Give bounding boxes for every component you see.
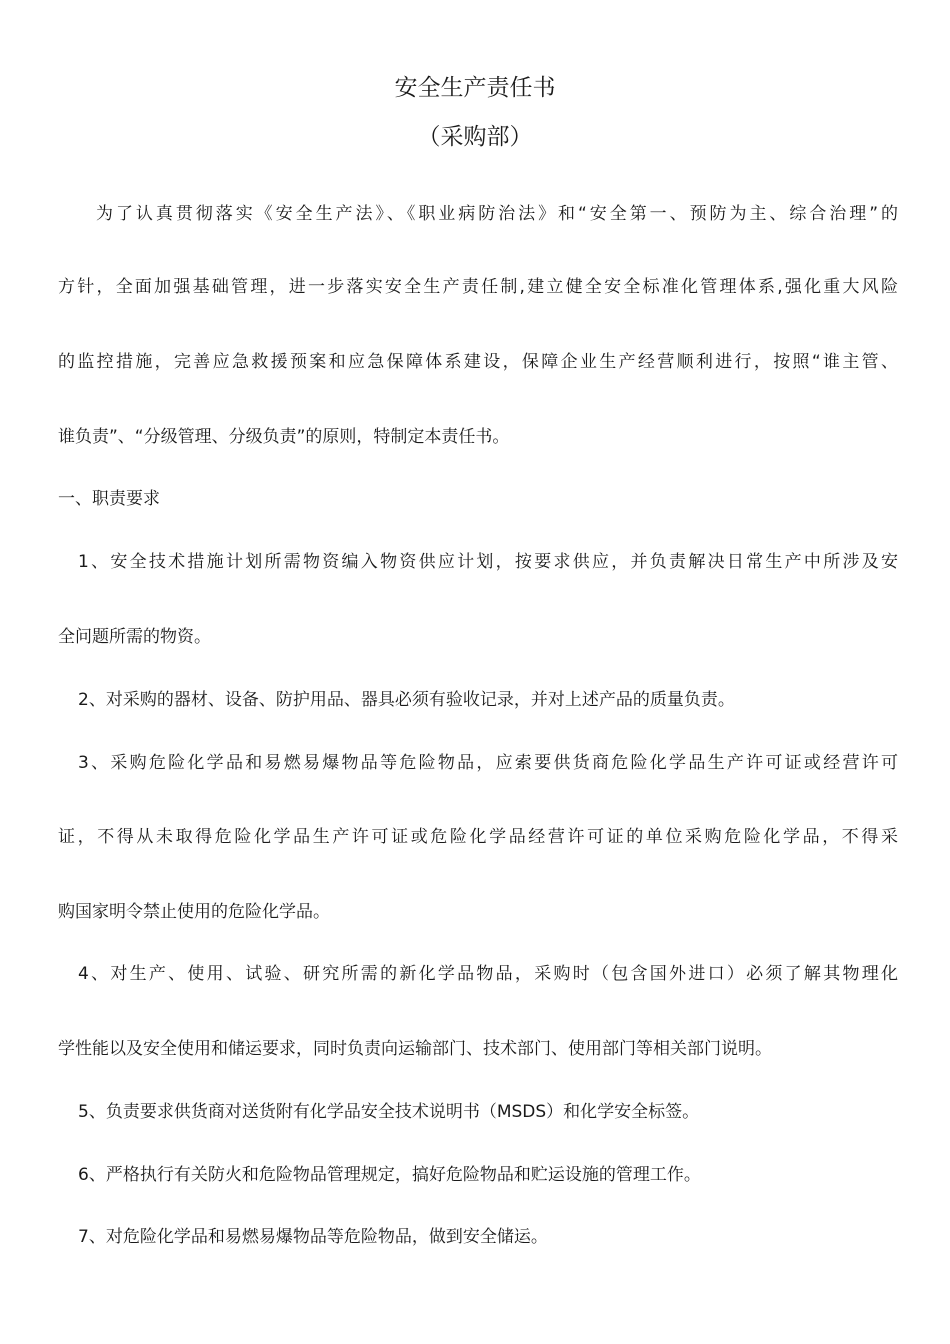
intro-line: 的监控措施，完善应急救援预案和应急保障体系建设，保障企业生产经营顺利进行，按照“谁主管、 <box>58 352 898 372</box>
list-item-line: 4、对生产、使用、试验、研究所需的新化学品物品，采购时（包含国外进口）必须了解其物理化 <box>78 964 898 984</box>
list-item-line: 5、负责要求供货商对送货附有化学品安全技术说明书（MSDS）和化学安全标签。 <box>78 1102 700 1122</box>
section-heading: 一、职责要求 <box>58 489 160 509</box>
list-item-line: 1、安全技术措施计划所需物资编入物资供应计划，按要求供应，并负责解决日常生产中所涉及安 <box>78 552 898 572</box>
list-item-line: 购国家明令禁止使用的危险化学品。 <box>58 902 330 922</box>
list-item-line: 6、严格执行有关防火和危险物品管理规定，搞好危险物品和贮运设施的管理工作。 <box>78 1165 701 1185</box>
document-title: 安全生产责任书 <box>394 75 556 101</box>
list-item-line: 3、采购危险化学品和易燃易爆物品等危险物品，应索要供货商危险化学品生产许可证或经营许可 <box>78 753 898 773</box>
intro-line: 方针，全面加强基础管理，进一步落实安全生产责任制,建立健全安全标准化管理体系,强化重大风险 <box>58 277 898 297</box>
intro-line: 谁负责”、“分级管理、分级负责”的原则，特制定本责任书。 <box>58 427 510 447</box>
list-item-line: 7、对危险化学品和易燃易爆物品等危险物品，做到安全储运。 <box>78 1227 548 1247</box>
list-item-line: 2、对采购的器材、设备、防护用品、器具必须有验收记录，并对上述产品的质量负责。 <box>78 690 735 710</box>
list-item-line: 证，不得从未取得危险化学品生产许可证或危险化学品经营许可证的单位采购危险化学品，不得采 <box>58 827 898 847</box>
intro-line: 为了认真贯彻落实《安全生产法》、《职业病防治法》和“安全第一、预防为主、综合治理”的 <box>96 204 898 224</box>
list-item-line: 学性能以及安全使用和储运要求，同时负责向运输部门、技术部门、使用部门等相关部门说明。 <box>58 1039 772 1059</box>
document-subtitle: （采购部） <box>417 124 533 150</box>
list-item-line: 全问题所需的物资。 <box>58 627 211 647</box>
